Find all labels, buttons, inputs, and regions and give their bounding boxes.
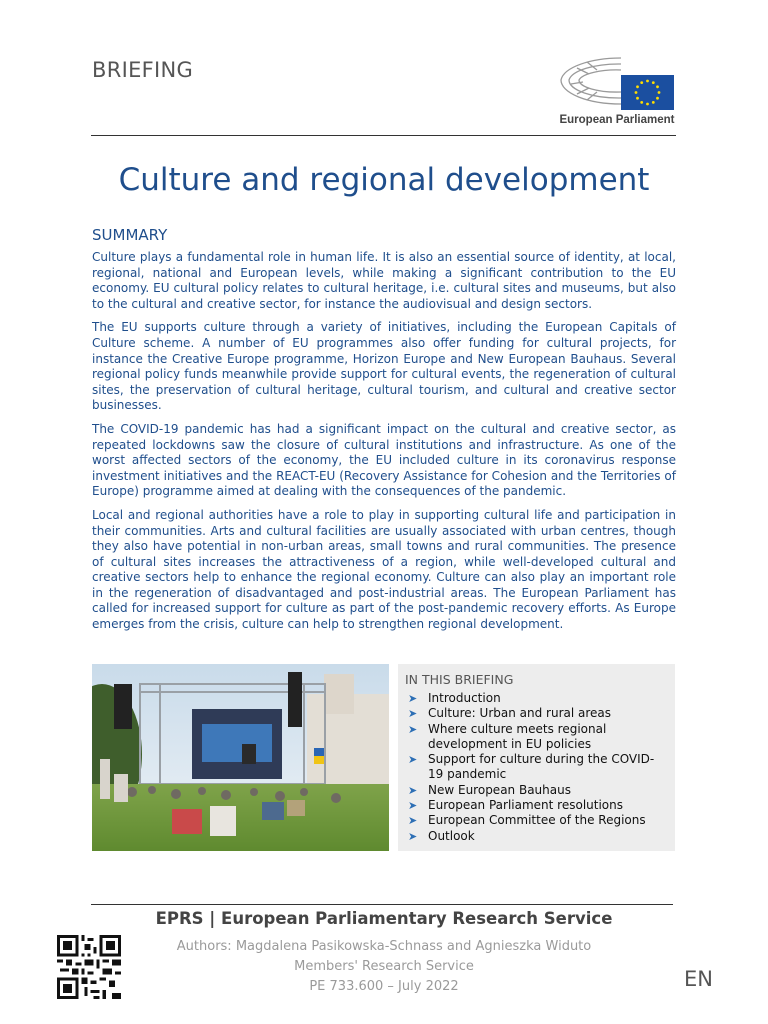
summary-paragraph: Culture plays a fundamental role in human life. It is also an essential source of identity, at local, regional, national and European levels, while making a significant contribution to the EU economy. EU cultural policy relates to cultural heritage, i.e. cultural sites and museums, but also to the cultural and creative sector, for instance the audiovisual and design sectors.: [92, 250, 676, 311]
service-name: EPRS | European Parliamentary Research Service: [155, 909, 613, 928]
toc-item-label: Where culture meets regional development in EU policies: [428, 721, 607, 751]
research-unit: Members' Research Service: [294, 959, 474, 974]
toc-item-label: Introduction: [428, 691, 501, 705]
chevron-right-icon: ➤: [408, 814, 418, 828]
toc-item-label: Outlook: [428, 828, 475, 843]
toc-item-label: New European Bauhaus: [428, 782, 571, 797]
toc-item[interactable]: [406, 813, 668, 828]
language-code: EN: [684, 967, 713, 991]
chevron-right-icon: ➤: [408, 692, 418, 705]
chevron-right-icon: ➤: [408, 753, 418, 767]
toc-item[interactable]: [406, 798, 668, 813]
in-this-briefing-box: [398, 664, 675, 851]
qr-code[interactable]: [57, 935, 121, 999]
toc-item[interactable]: [406, 752, 668, 783]
toc-item[interactable]: [406, 722, 668, 753]
document-type-label: BRIEFING: [92, 58, 194, 82]
chevron-right-icon: ➤: [408, 783, 418, 797]
chevron-right-icon: ➤: [408, 707, 418, 721]
toc-item-label: European Committee of the Regions: [428, 813, 646, 828]
toc-item-label: European Parliament resolutions: [428, 798, 623, 813]
header-divider: [91, 135, 676, 136]
toc-list: [406, 691, 668, 844]
chevron-right-icon: ➤: [408, 722, 418, 736]
summary-body: [92, 250, 676, 641]
toc-item-label: Culture: Urban and rural areas: [428, 706, 612, 721]
chevron-right-icon: ➤: [408, 829, 418, 843]
summary-heading: SUMMARY: [92, 226, 168, 244]
summary-paragraph: The COVID-19 pandemic has had a significant impact on the cultural and creative sector, as repeated lockdowns saw the closure of cultural institutions and infrastructure. As one of the worst affected sectors of the economy, the EU included culture in its coronavirus response investment initiatives and the REACT-EU (Recovery Assistance for Cohesion and the Territories of Europe) programme aimed at dealing with the consequences of the pandemic.: [92, 421, 676, 499]
chevron-right-icon: ➤: [408, 799, 418, 813]
toc-item[interactable]: [406, 706, 668, 721]
document-reference: PE 733.600 – July 2022: [309, 979, 459, 994]
authors: Authors: Magdalena Pasikowska-Schnass and Agnieszka Widuto: [176, 939, 592, 954]
summary-paragraph: The EU supports culture through a variety of initiatives, including the European Capitals of Culture scheme. A number of EU programmes also offer funding for cultural projects, for instance the Creative Europe programme, Horizon Europe and New European Bauhaus. Several regional policy funds meanwhile provide support for cultural events, the regeneration of cultural sites, the preservation of cultural heritage, cultural tourism, and cultural and creative sector businesses.: [92, 320, 676, 413]
footer-divider: [91, 904, 673, 905]
in-this-briefing-heading: IN THIS BRIEFING: [405, 672, 514, 687]
toc-item[interactable]: [406, 691, 668, 706]
summary-paragraph: Local and regional authorities have a role to play in supporting cultural life and participation in their communities. Arts and cultural facilities are usually associated with urban centres, though they also have potential in non-urban areas, small towns and rural communities. The presence of cultural sites increases the attractiveness of a region, while well-developed cultural and creative sectors help to enhance the regional economy. Culture can also play an important role in the regeneration of disadvantaged and post-industrial areas. The European Parliament has called for increased support for culture as part of the post-pandemic recovery efforts. As Europe emerges from the crisis, culture can help to strengthen regional development.: [92, 507, 676, 632]
toc-item-label: Support for culture during the COVID-19 pandemic: [428, 752, 655, 782]
toc-item[interactable]: [406, 829, 668, 844]
logo-caption: European Parliament: [559, 114, 675, 126]
concert-photo: [92, 664, 389, 851]
page-title: Culture and regional development: [118, 162, 650, 198]
toc-item[interactable]: [406, 783, 668, 798]
